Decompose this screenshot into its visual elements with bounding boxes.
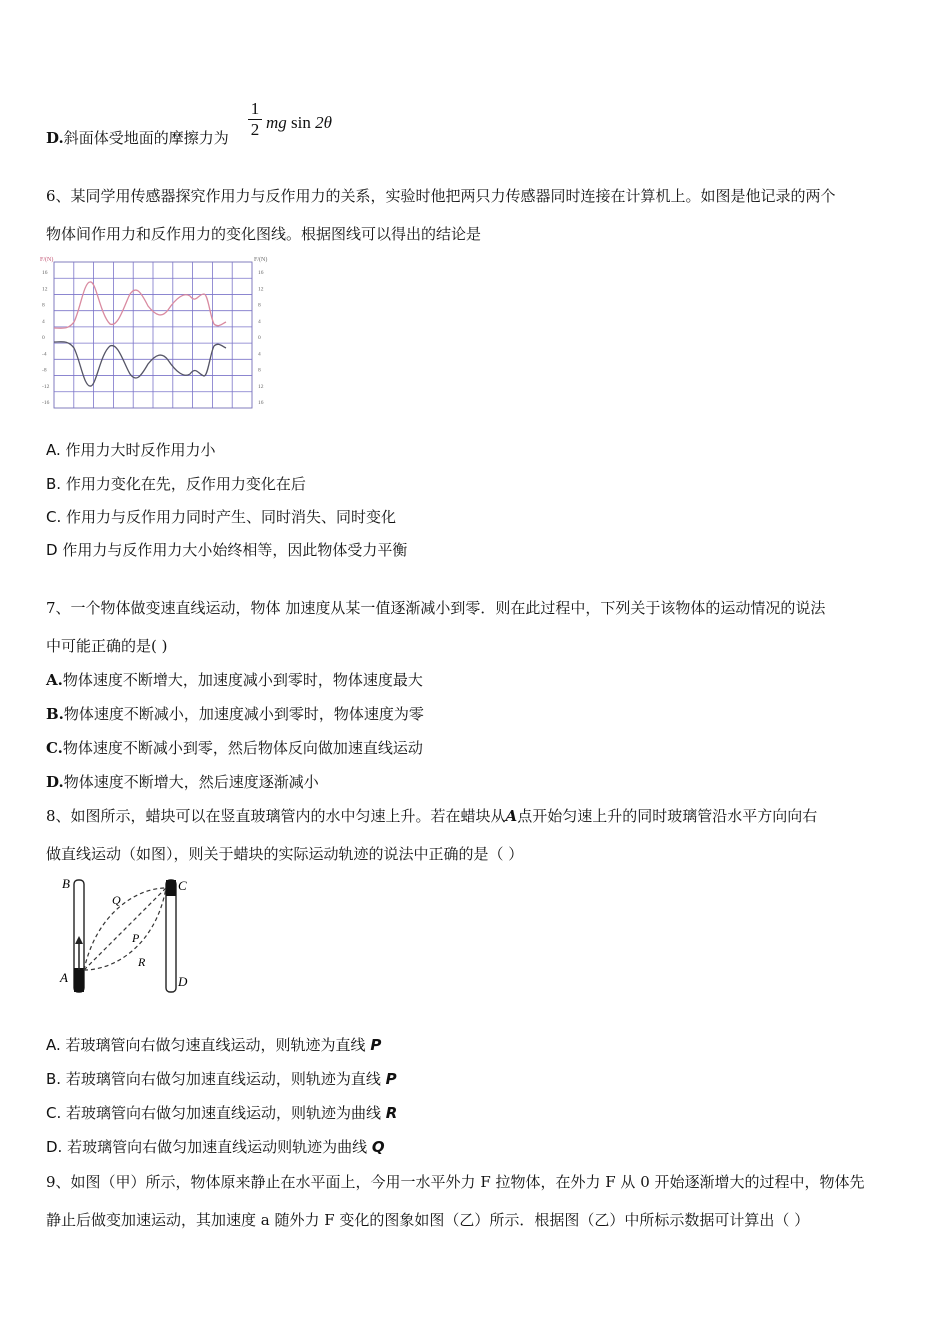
chart-left-tick-label: 4 [42, 318, 45, 325]
q8-option-a [46, 1035, 381, 1055]
q7-option-a-text: 物体速度不断增大，加速度减小到零时，物体速度最大 [62, 671, 423, 689]
q5-option-d-prefix: D. [46, 129, 64, 147]
q8-stem-line1-c: 点开始匀速上升的同时玻璃管沿水平方向向右 [517, 807, 818, 825]
chart-right-tick-label: 8 [258, 302, 261, 309]
q6-option-a: A. 作用力大时反作用力小 [46, 441, 216, 459]
q8-wax-tube-diagram [56, 874, 206, 1004]
q5-expression [266, 113, 332, 133]
chart-right-tick-label: 4 [258, 318, 261, 325]
chart-right-tick-label: 16 [258, 400, 264, 406]
chart-right-tick-label: 12 [258, 383, 264, 390]
q7-option-b-prefix: B. [46, 705, 64, 723]
q5-option-d [46, 128, 229, 148]
q5-expr-mg: mg [266, 113, 287, 132]
q8-label-p: P [132, 931, 140, 945]
q8-label-q: Q [112, 893, 121, 907]
chart-left-tick-label: 12 [42, 286, 48, 293]
chart-left-tick-label: -4 [42, 351, 47, 358]
q8-label-b: B [62, 876, 70, 891]
q5-fraction-denominator: 2 [250, 120, 260, 139]
q6-force-chart [38, 254, 278, 414]
q6-option-c: C. 作用力与反作用力同时产生、同时消失、同时变化 [46, 508, 397, 526]
q8-label-a: A [60, 970, 68, 985]
q7-stem-line1: 7、一个物体做变速直线运动，物体 加速度从某一值逐渐减小到零．则在此过程中，下列关于该物体的运动情况的说法 [46, 599, 826, 617]
q8-option-a-text: A. 若玻璃管向右做匀速直线运动，则轨迹为直线 [46, 1036, 371, 1054]
chart-right-tick-label: 12 [258, 286, 264, 293]
q8-option-c-text: C. 若玻璃管向右做匀加速直线运动，则轨迹为曲线 [46, 1104, 386, 1122]
chart-left-tick-label: -8 [42, 367, 47, 374]
q8-stem-line1 [46, 806, 817, 826]
chart-right-tick-label: 0 [258, 335, 261, 341]
q8-option-c-tag: R [385, 1104, 398, 1122]
q7-option-a-prefix: A. [46, 671, 63, 689]
chart-left-tick-label: 16 [42, 270, 48, 276]
q8-option-b [46, 1069, 397, 1089]
q5-expr-sin: sin [291, 113, 311, 132]
chart-right-tick-label: 8 [258, 367, 261, 374]
q6-option-d: D 作用力与反作用力大小始终相等，因此物体受力平衡 [46, 541, 408, 559]
chart-right-tick-label: 4 [258, 351, 261, 358]
chart-left-tick-label: -12 [42, 383, 50, 390]
q7-option-c-prefix: C. [46, 739, 63, 757]
q8-option-a-tag: P [370, 1036, 382, 1054]
q5-fraction-numerator: 1 [250, 99, 260, 118]
q8-option-b-text: B. 若玻璃管向右做匀加速直线运动，则轨迹为直线 [46, 1070, 386, 1088]
q6-stem-line2: 物体间作用力和反作用力的变化图线。根据图线可以得出的结论是 [46, 225, 482, 243]
q7-option-c [46, 738, 423, 758]
q7-option-a [46, 670, 423, 690]
q7-option-c-text: 物体速度不断减小到零，然后物体反向做加速直线运动 [62, 739, 423, 757]
q8-label-c: C [178, 878, 187, 893]
q7-option-b-text: 物体速度不断减小，加速度减小到零时，物体速度为零 [63, 705, 424, 723]
q8-option-d-tag: Q [371, 1138, 385, 1156]
q8-stem-line2: 做直线运动（如图），则关于蜡块的实际运动轨迹的说法中正确的是（ ） [46, 845, 524, 863]
q8-label-d: D [178, 974, 188, 989]
q8-option-d-text: D. 若玻璃管向右做匀加速直线运动则轨迹为曲线 [46, 1138, 372, 1156]
q5-fraction [248, 100, 262, 139]
q7-stem-line2: 中可能正确的是( ) [46, 637, 168, 655]
q5-expr-arg: 2θ [315, 113, 332, 132]
q9-stem-line1: 9、如图（甲）所示，物体原来静止在水平面上，今用一水平外力 F 拉物体，在外力 F 从 0 开始逐渐增大的过程中，物体先 [46, 1173, 865, 1191]
q8-stem-line1-a: 8、如图所示，蜡块可以在竖直玻璃管内的水中匀速上升。若在蜡块从 [46, 807, 506, 825]
chart-left-tick-label: 0 [42, 335, 45, 341]
q8-label-r: R [138, 955, 146, 969]
chart-left-tick-label: 8 [42, 302, 45, 309]
q6-stem-line1: 6、某同学用传感器探究作用力与反作用力的关系，实验时他把两只力传感器同时连接在计算机上。如图是他记录的两个 [46, 187, 836, 205]
q6-option-b: B. 作用力变化在先，反作用力变化在后 [46, 475, 306, 493]
q8-stem-point-a: A [505, 807, 518, 825]
q7-option-d-text: 物体速度不断增大，然后速度逐渐减小 [63, 773, 319, 791]
q7-option-b [46, 704, 424, 724]
q6-chart-right-label: F/(N) [254, 257, 268, 263]
chart-left-tick-label: -16 [42, 400, 50, 406]
q9-stem-line2: 静止后做变加速运动，其加速度 a 随外力 F 变化的图象如图（乙）所示．根据图（乙）中所标示数据可计算出（ ） [46, 1211, 810, 1229]
q8-option-b-tag: P [385, 1070, 397, 1088]
q8-path-p [84, 888, 166, 970]
q8-option-d [46, 1137, 385, 1157]
q7-option-d-prefix: D. [46, 773, 64, 791]
chart-right-tick-label: 16 [258, 270, 264, 276]
q7-option-d [46, 772, 319, 792]
q8-option-c [46, 1103, 397, 1123]
q6-chart-left-label: F/(N) [40, 257, 54, 263]
q5-option-d-text: 斜面体受地面的摩擦力为 [63, 129, 229, 147]
